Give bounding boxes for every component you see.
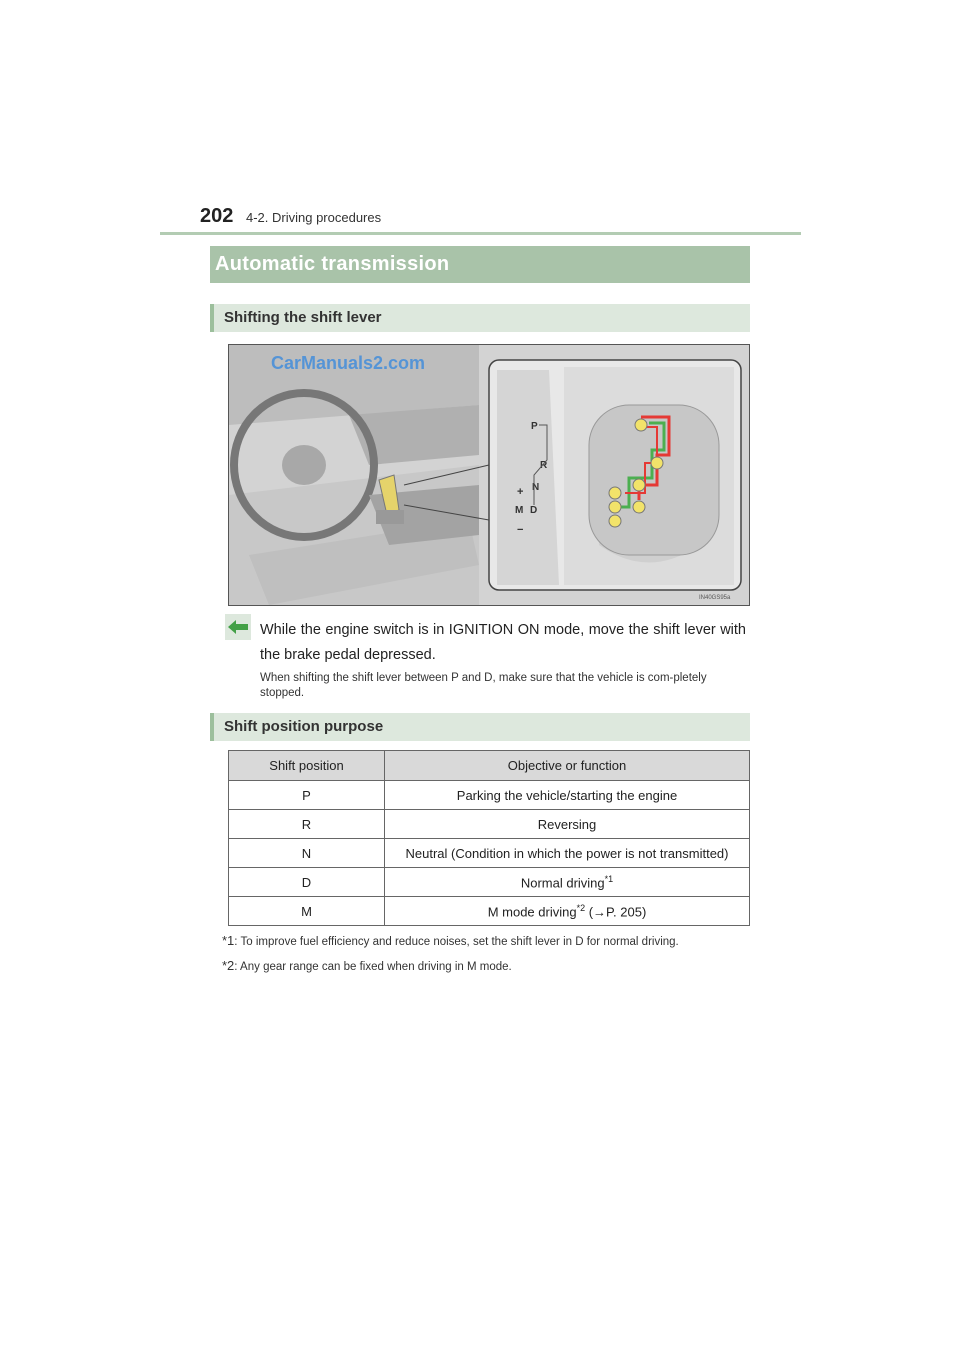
figure-label-plus: +: [517, 486, 524, 498]
table-row: [229, 897, 750, 926]
function-cell: Parking the vehicle/starting the engine: [385, 781, 750, 810]
table-row: [229, 781, 750, 810]
footnote-ref: *1: [604, 873, 614, 884]
shift-position-cell: P: [229, 781, 385, 810]
figure-label-minus: −: [517, 524, 524, 536]
footnote-2: [222, 958, 512, 973]
footnote-mark: *1: [222, 933, 235, 948]
step-instruction: While the engine switch is in IGNITION ON mode, move the shift lever with the brake pedal depressed.: [260, 622, 746, 663]
table-row: [229, 868, 750, 897]
shift-lever-illustration: [228, 344, 750, 606]
figure-label-r: R: [540, 460, 548, 471]
figure-label-p: P: [531, 421, 538, 432]
figure-label-m: M: [515, 505, 524, 516]
page-reference: (→P. 205): [585, 904, 647, 920]
step-arrow-icon: [225, 614, 251, 640]
function-cell: [385, 868, 750, 897]
watermark: CarManuals2.com: [271, 353, 426, 373]
shift-position-cell: D: [229, 868, 385, 897]
header-rule: [160, 232, 801, 235]
table-header-row: [229, 751, 750, 781]
function-cell: Neutral (Condition in which the power is not transmitted): [385, 839, 750, 868]
footnote-1: [222, 933, 679, 948]
function-text: Normal driving: [520, 875, 605, 891]
figure-label-d: D: [530, 505, 538, 516]
step-note: When shifting the shift lever between P and D, make sure that the vehicle is com-pletely stopped.: [260, 672, 707, 699]
function-cell: Reversing: [385, 810, 750, 839]
subhead-shifting: Shifting the shift lever: [210, 304, 750, 332]
table-row: [229, 810, 750, 839]
shift-position-cell: N: [229, 839, 385, 868]
shift-position-cell: M: [229, 897, 385, 926]
function-cell: [385, 897, 750, 926]
section-breadcrumb: 4-2. Driving procedures: [246, 210, 382, 225]
table-row: [229, 839, 750, 868]
shift-position-table: [228, 750, 750, 926]
page-number: 202: [200, 205, 234, 227]
footnote-text: : To improve fuel efficiency and reduce noises, set the shift lever in D for normal driving.: [234, 936, 679, 948]
footnote-ref: *2: [576, 902, 586, 913]
footnote-mark: *2: [222, 958, 235, 973]
subhead-purpose: Shift position purpose: [210, 713, 750, 741]
figure-code: IN40GS95a: [699, 595, 731, 601]
table-header: Objective or function: [385, 751, 750, 781]
table-header: Shift position: [229, 751, 385, 781]
shift-position-cell: R: [229, 810, 385, 839]
figure-label-n: N: [532, 482, 540, 493]
page-title: Automatic transmission: [210, 246, 750, 283]
function-text: M mode driving: [487, 904, 577, 920]
footnote-text: : Any gear range can be fixed when driving in M mode.: [234, 961, 512, 973]
